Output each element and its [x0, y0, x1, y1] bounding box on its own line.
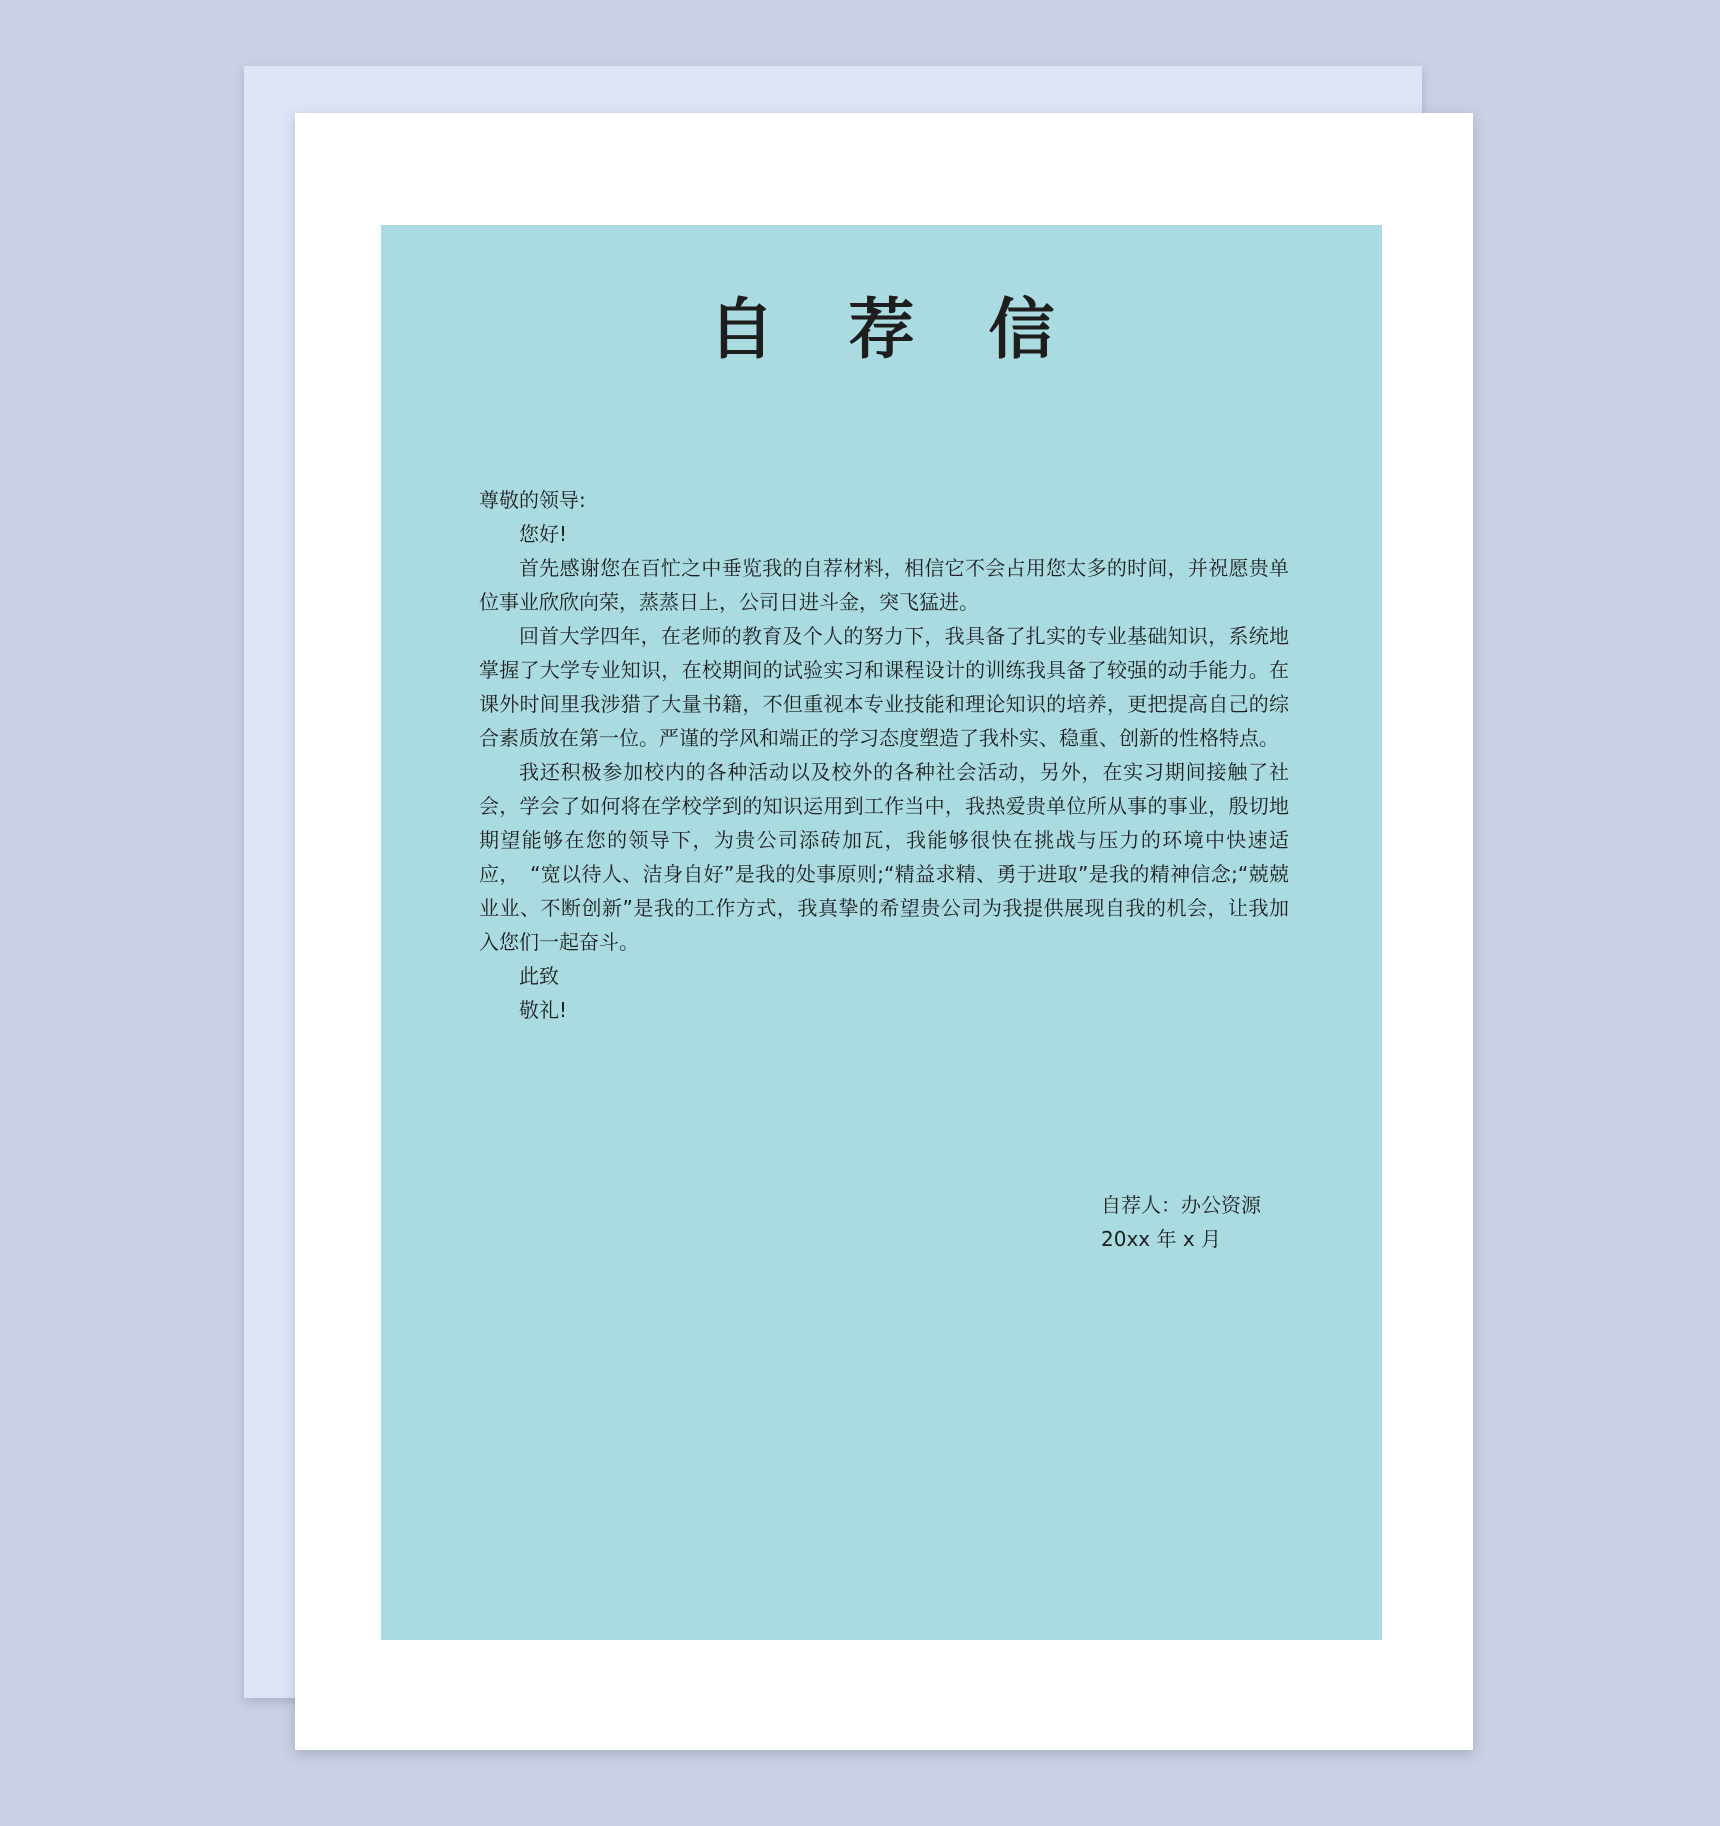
signer-name: 自荐人：办公资源 — [1101, 1193, 1261, 1217]
front-paper-sheet — [295, 113, 1473, 1750]
letter-panel — [381, 225, 1382, 1640]
closing-regards: 此致 — [519, 964, 559, 988]
salutation: 尊敬的领导: — [479, 488, 586, 512]
paragraph-intro: 首先感谢您在百忙之中垂览我的自荐材料，相信它不会占用您太多的时间，并祝愿贵单位事业欣欣向荣，蒸蒸日上，公司日进斗金，突飞猛进。 — [479, 556, 1289, 614]
letter-title: 自荐信 — [708, 291, 1129, 368]
letter-date: 20xx 年 x 月 — [1101, 1227, 1222, 1251]
letter-body — [479, 483, 1289, 1027]
closing-salute: 敬礼! — [519, 998, 568, 1022]
paragraph-activities: 我还积极参加校内的各种活动以及校外的各种社会活动，另外，在实习期间接触了社会，学会了如何将在学校学到的知识运用到工作当中，我热爱贵单位所从事的事业，殷切地期望能够在您的领导下，为贵公司添砖加瓦，我能够很快在挑战与压力的环境中快速适应， “宽以待人、洁身自好”是我的处事原则;“精益求精、勇于进取”是我的精神信念;“兢兢业业、不断创新”是我的工作方式，我真挚的希望贵公司为我提供展现自我的机会，让我加入您们一起奋斗。 — [479, 760, 1289, 954]
greeting: 您好! — [519, 522, 568, 546]
paragraph-education: 回首大学四年，在老师的教育及个人的努力下，我具备了扎实的专业基础知识，系统地掌握了大学专业知识，在校期间的试验实习和课程设计的训练我具备了较强的动手能力。在课外时间里我涉猎了大量书籍，不但重视本专业技能和理论知识的培养，更把提高自己的综合素质放在第一位。严谨的学风和端正的学习态度塑造了我朴实、稳重、创新的性格特点。 — [479, 624, 1289, 750]
signature-block — [1101, 1188, 1261, 1256]
